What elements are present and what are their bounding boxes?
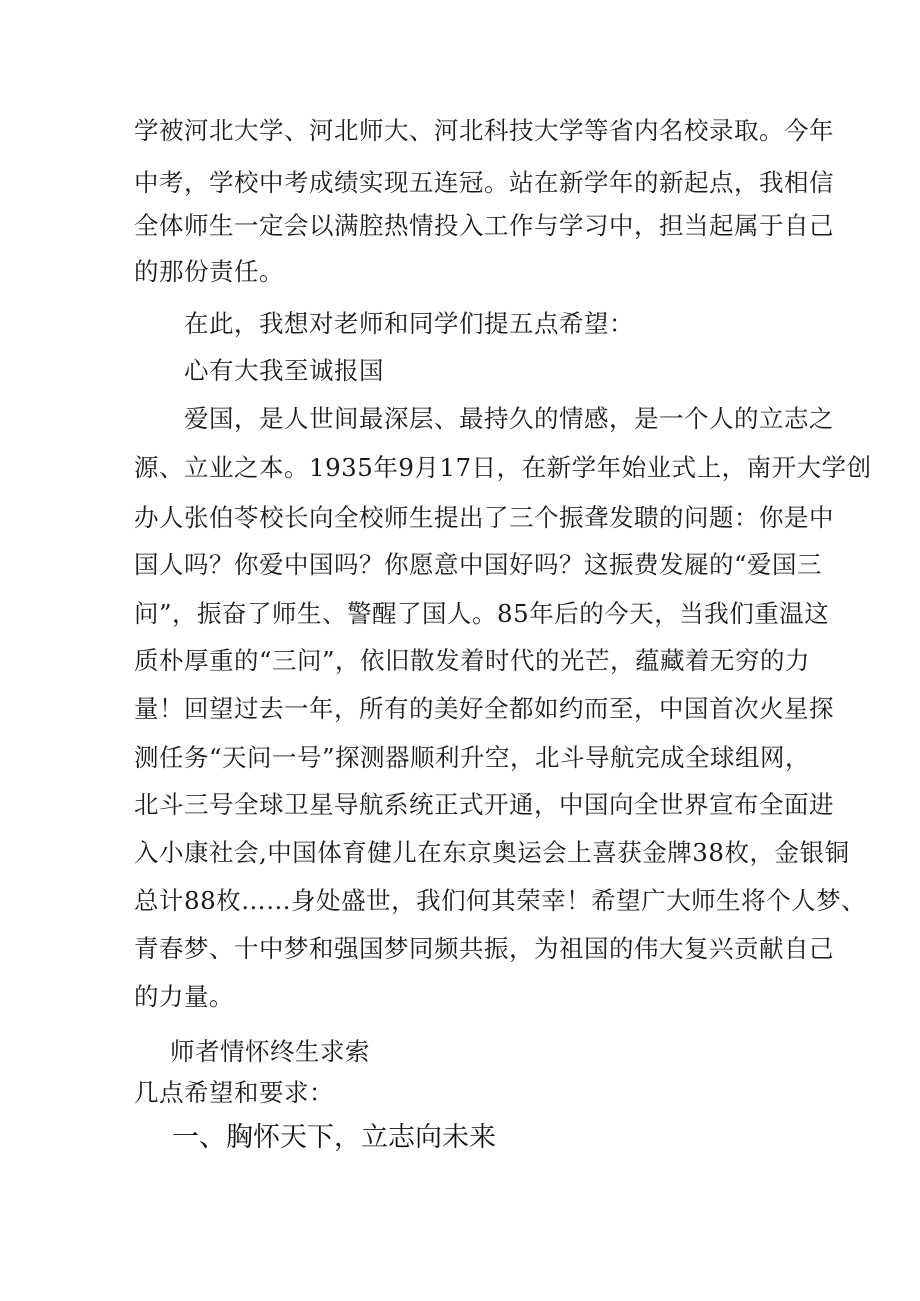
paragraph-line: 青春梦、十中梦和强国梦同频共振，为祖国的伟大复兴贡献自己	[134, 934, 834, 963]
paragraph-line: 国人吗？你爱中国吗？你愿意中国好吗？这振费发屣的“爱国三	[134, 550, 823, 579]
paragraph-line: 问”，振奋了师生、警醒了国人。85年后的今天，当我们重温这	[134, 599, 830, 628]
paragraph-line: 全体师生一定会以满腔热情投入工作与学习中，担当起属于自己	[134, 211, 834, 240]
paragraph-line: 的那份责任。	[134, 257, 284, 286]
section-title: 师者情怀终生求索	[170, 1037, 370, 1066]
paragraph-line: 总计88枚……身处盛世，我们何其荣幸！希望广大师生将个人梦、	[134, 886, 867, 915]
paragraph-line: 办人张伯苓校长向全校师生提出了三个振聋发聩的问题：你是中	[134, 503, 834, 532]
paragraph-line: 北斗三号全球卫星导航系统正式开通，中国向全世界宣布全面进	[134, 790, 834, 819]
paragraph-line: 中考，学校中考成绩实现五连冠。站在新学年的新起点，我相信	[134, 168, 834, 197]
paragraph-line: 入小康社会,中国体育健儿在东京奥运会上喜获金牌38枚，金银铜	[134, 838, 850, 867]
paragraph-line: 几点希望和要求：	[134, 1078, 334, 1107]
paragraph-line: 量！回望过去一年，所有的美好全都如约而至，中国首次火星探	[134, 694, 834, 723]
paragraph-line: 在此，我想对老师和同学们提五点希望：	[184, 309, 634, 338]
paragraph-line: 测任务“天问一号”探测器顺利升空，北斗导航完成全球组网，	[134, 743, 811, 772]
paragraph-line: 学被河北大学、河北师大、河北科技大学等省内名校录取。今年	[134, 116, 834, 145]
section-heading: 一、胸怀天下，立志向未来	[172, 1122, 496, 1153]
paragraph-line: 爱国，是人世间最深层、最持久的情感，是一个人的立志之	[184, 404, 834, 433]
paragraph-line: 的力量。	[134, 982, 234, 1011]
section-title: 心有大我至诚报国	[184, 356, 384, 385]
paragraph-line: 质朴厚重的“三问”，依旧散发着时代的光芒，蕴藏着无穷的力	[134, 646, 811, 675]
paragraph-line: 源、立业之本。1935年9月17日，在新学年始业式上，南开大学创	[134, 453, 872, 482]
